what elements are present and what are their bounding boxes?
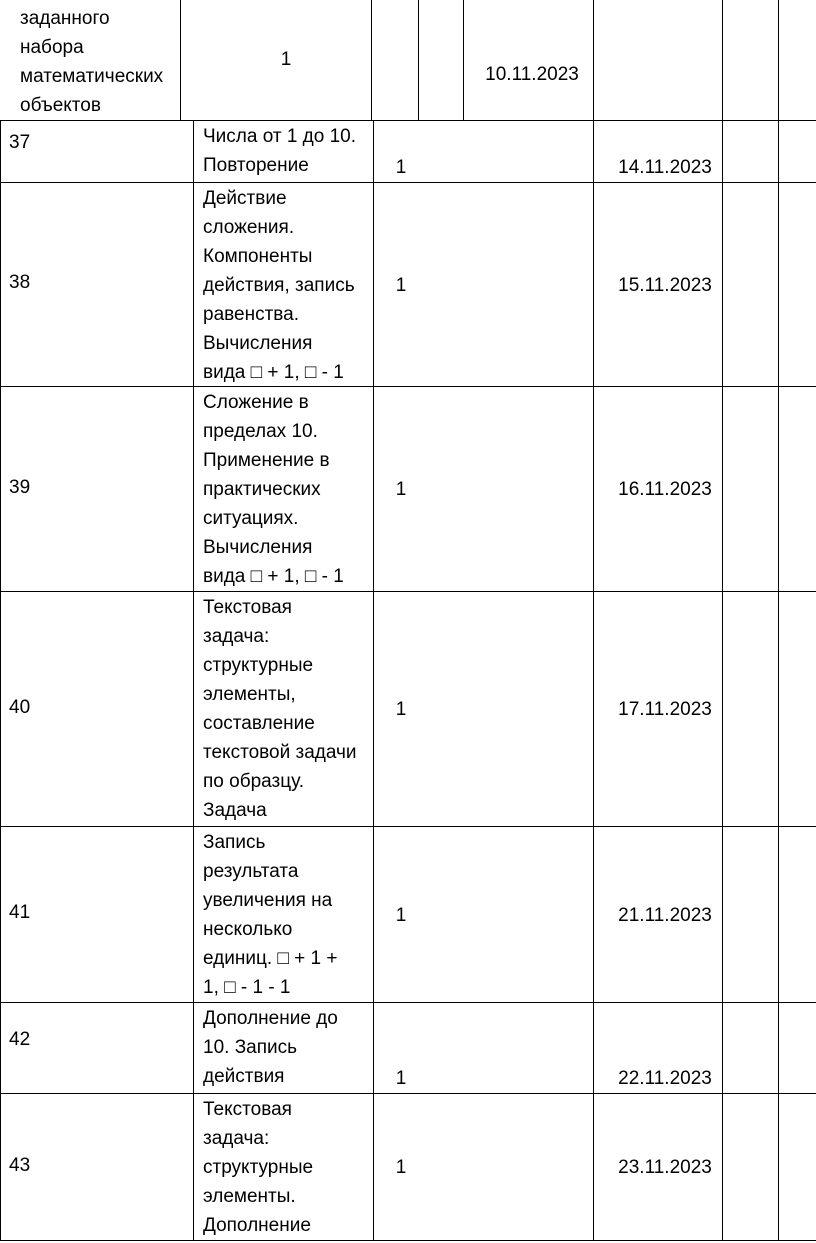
lesson-number: 40 <box>9 697 31 718</box>
lesson-topic-line: текстовой задачи <box>203 742 357 763</box>
lesson-topic-line: элементы, <box>203 684 296 705</box>
lesson-topic-line: Сложение в <box>203 392 309 413</box>
lesson-topic-line: вида □ + 1, □ - 1 <box>203 566 344 587</box>
lesson-hours: 1 <box>395 157 407 178</box>
lesson-topic-line: заданного <box>20 8 110 29</box>
lesson-topic-line: 10. Запись <box>203 1037 298 1058</box>
lesson-date: 17.11.2023 <box>618 699 712 720</box>
lesson-topic-line: единиц. □ + 1 + <box>203 948 338 969</box>
lesson-topic-line: Текстовая <box>203 597 292 618</box>
lesson-date: 16.11.2023 <box>618 479 712 500</box>
lesson-date: 23.11.2023 <box>618 1157 712 1178</box>
lesson-topic-line: сложения. <box>203 217 295 238</box>
lesson-hours: 1 <box>395 275 407 296</box>
lesson-topic-line: Вычисления <box>203 537 313 558</box>
lesson-topic-line: пределах 10. <box>203 421 318 442</box>
lesson-topic-line: ситуациях. <box>203 508 299 529</box>
lesson-topic-line: Повторение <box>203 155 309 176</box>
lesson-topic-line: Числа от 1 до 10. <box>203 126 357 147</box>
lesson-topic-line: несколько <box>203 919 293 940</box>
lesson-number: 43 <box>9 1155 31 1176</box>
lesson-date: 14.11.2023 <box>618 157 712 178</box>
lesson-topic-line: Дополнение до <box>203 1008 338 1029</box>
lesson-topic-line: Запись <box>203 832 266 853</box>
lesson-hours: 1 <box>280 49 292 70</box>
lesson-topic-line: Задача <box>203 800 267 821</box>
lesson-hours: 1 <box>395 905 407 926</box>
lesson-topic-line: результата <box>203 861 299 882</box>
lesson-topic-line: 1, □ - 1 - 1 <box>203 977 291 998</box>
lesson-topic-line: Действие <box>203 188 287 209</box>
lesson-topic-line: вида □ + 1, □ - 1 <box>203 362 344 383</box>
lesson-date: 22.11.2023 <box>618 1068 712 1089</box>
lesson-topic-line: Текстовая <box>203 1099 292 1120</box>
lesson-hours: 1 <box>395 699 407 720</box>
lesson-number: 41 <box>9 902 31 923</box>
lesson-topic-line: действия, запись <box>203 275 355 296</box>
lesson-topic-line: элементы. <box>203 1186 296 1207</box>
lesson-number: 42 <box>9 1029 31 1050</box>
lesson-topic-line: действия <box>203 1066 285 1087</box>
lesson-hours: 1 <box>395 1068 407 1089</box>
lesson-topic-line: практических <box>203 479 321 500</box>
lesson-topic-line: задача: <box>203 1128 270 1149</box>
lesson-topic-line: Дополнение <box>203 1215 311 1236</box>
lesson-topic-line: по образцу. <box>203 771 304 792</box>
lesson-date: 10.11.2023 <box>485 64 579 85</box>
lesson-number: 39 <box>9 477 31 498</box>
lesson-topic-line: структурные <box>203 1157 314 1178</box>
lesson-hours: 1 <box>395 1157 407 1178</box>
lesson-hours: 1 <box>395 479 407 500</box>
lesson-topic-line: объектов <box>20 95 101 116</box>
lesson-topic-line: Компоненты <box>203 246 313 267</box>
lesson-topic-line: Вычисления <box>203 333 313 354</box>
lesson-date: 21.11.2023 <box>618 905 712 926</box>
lesson-topic-line: увеличения на <box>203 890 333 911</box>
lesson-number: 37 <box>9 132 31 153</box>
lesson-topic-line: равенства. <box>203 304 300 325</box>
lesson-topic-line: задача: <box>203 626 270 647</box>
lesson-topic-line: составление <box>203 713 315 734</box>
lesson-date: 15.11.2023 <box>618 275 712 296</box>
lesson-topic-line: структурные <box>203 655 314 676</box>
lesson-topic-line: математических <box>20 66 164 87</box>
lesson-topic-line: Применение в <box>203 450 330 471</box>
lesson-topic-line: набора <box>20 37 84 58</box>
lesson-number: 38 <box>9 272 31 293</box>
